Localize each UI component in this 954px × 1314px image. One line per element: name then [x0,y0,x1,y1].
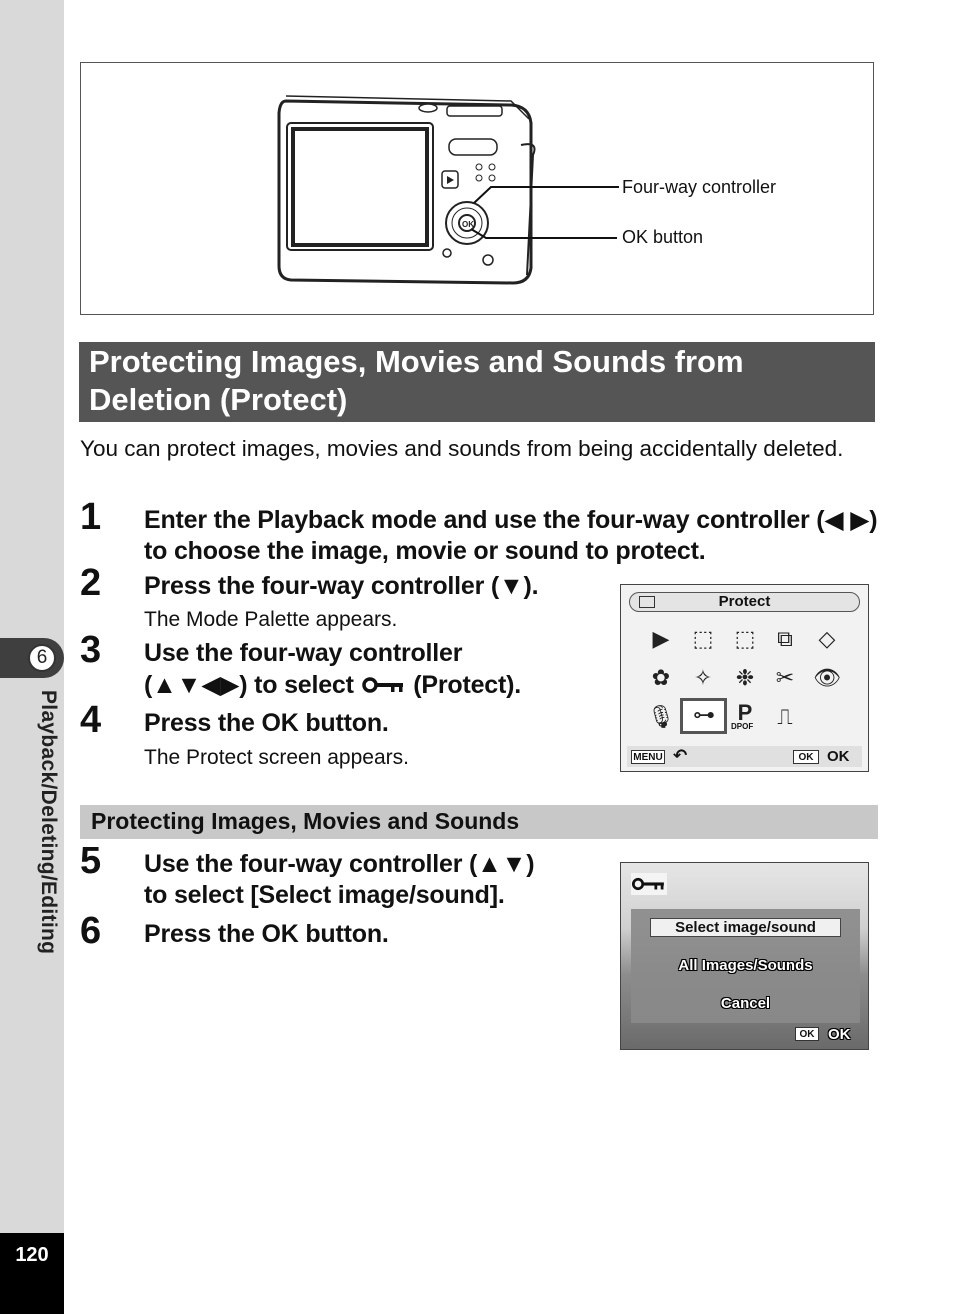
back-icon: ↶ [673,746,688,765]
playback-icon [639,596,655,608]
frame-composite-icon: ❉ [735,665,755,690]
step-5-line-1: Use the four-way controller (▲▼) [144,850,535,878]
step-3-protect-label: (Protect). [413,671,521,699]
dpof-label: DPOF [731,722,754,731]
page-number: 120 [15,1244,49,1266]
mode-palette-footer [627,746,862,767]
brightness-filter-icon: ✧ [693,665,713,690]
chapter-title: Playback/Deleting/Editing [37,690,60,955]
step-3-text [144,638,604,701]
step-2-text: Press the four-way controller (▼). [144,572,539,600]
intro-paragraph: You can protect images, movies and sounds from being accidentally deleted. [80,436,844,461]
red-eye-icon: 👁 [813,665,841,690]
voice-memo-icon: 🎙 [647,704,675,729]
mode-palette-title: Protect [718,593,771,610]
menu-key: MENU [631,750,665,764]
option-select-image-sound[interactable]: Select image/sound [650,918,841,937]
svg-text:OK: OK [462,220,474,229]
movie-edit-icon: ✂ [775,665,795,690]
cropping-icon: ⬚ [734,626,756,651]
ok-key: OK [795,1027,819,1041]
step-4-note: The Protect screen appears. [144,746,409,769]
camera-illustration [80,62,874,315]
callout-four-way-controller: Four-way controller [622,177,777,197]
step-1-text: Enter the Playback mode and use the four-way controller (◀ ▶) to choose the image, movie or sound to protect. [144,506,878,565]
protect-screen-key-box [631,873,667,895]
protect-key-icon [631,873,667,895]
step-5-number: 5 [80,840,102,882]
step-5-line-2: to select [Select image/sound]. [144,881,505,909]
step-3-number: 3 [80,629,102,671]
callout-ok-button: OK button [622,227,704,247]
step-6-number: 6 [80,910,102,952]
subsection-title: Protecting Images, Movies and Sounds [80,805,878,839]
step-5-text [144,849,604,911]
ok-key: OK [793,750,819,764]
protect-key-icon [361,673,407,697]
section-title: Protecting Images, Movies and Sounds from Deletion (Protect) [79,342,875,422]
step-2-number: 2 [80,562,102,604]
protect-icon: ⊶ [693,702,715,727]
step-6-text: Press the OK button. [144,920,389,948]
option-cancel[interactable]: Cancel [720,995,771,1012]
step-4-number: 4 [80,699,102,741]
start-up-screen-icon: ⎍ [777,704,793,729]
protect-screen [620,862,869,1050]
step-2-note: The Mode Palette appears. [144,608,398,631]
chapter-number: 6 [28,644,56,672]
step-3-line-2 [144,670,604,701]
step-1-number: 1 [80,496,102,538]
ok-label: OK [828,1026,851,1043]
step-4-text: Press the OK button. [144,709,389,737]
rotate-icon: ◇ [818,626,836,651]
dpof-icon: P [737,700,753,725]
ok-label: OK [827,748,850,765]
slideshow-icon: ▶ [652,626,670,651]
mode-palette-title-bar [629,592,860,612]
image-copy-icon: ⧉ [777,626,793,651]
digital-filter-icon: ✿ [651,665,671,690]
step-3-direction: (▲▼◀▶) to select [144,671,354,699]
step-3-line-1: Use the four-way controller [144,639,463,667]
option-all-images-sounds[interactable]: All Images/Sounds [678,957,813,974]
mode-palette-screen [620,584,869,772]
resize-icon: ⬚ [692,626,714,651]
